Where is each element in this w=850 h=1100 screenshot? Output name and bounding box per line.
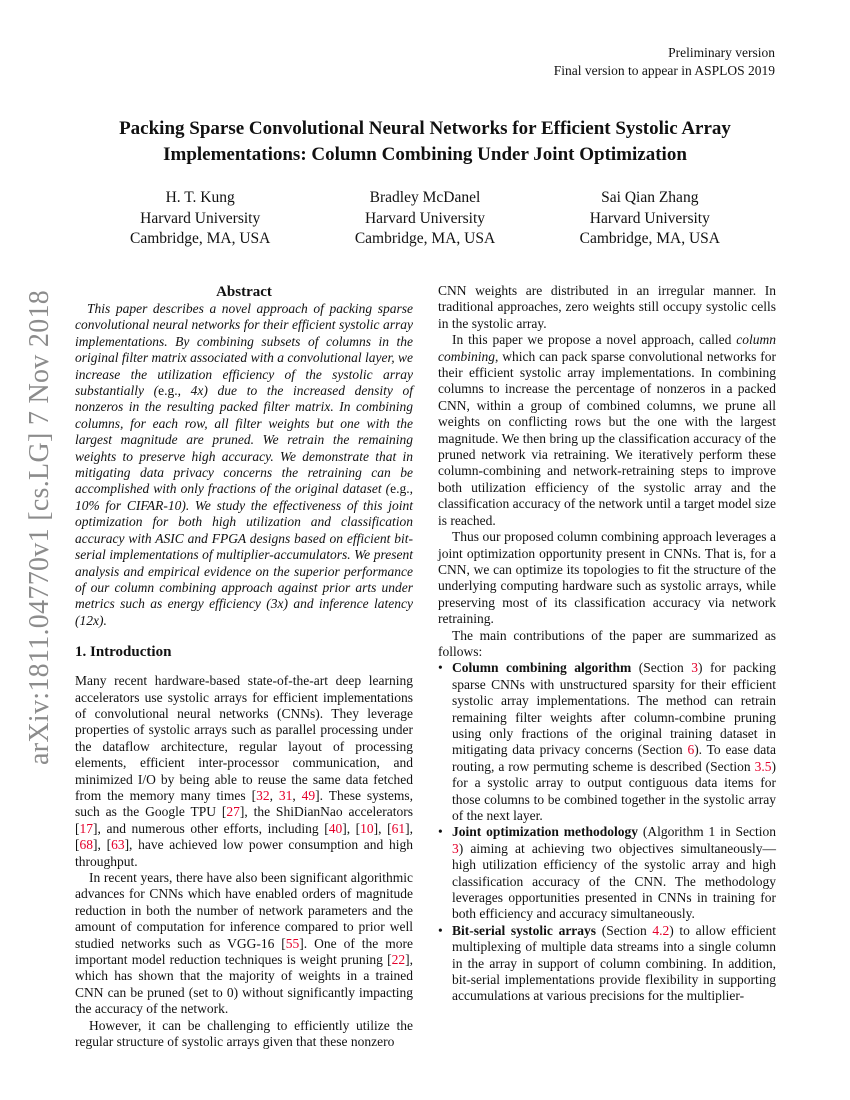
- citation-link[interactable]: 27: [226, 804, 240, 820]
- citation-link[interactable]: 68: [79, 837, 93, 853]
- title-line-2: Implementations: Column Combining Under Joint Optimization: [163, 144, 687, 165]
- author-location: Cambridge, MA, USA: [579, 230, 720, 247]
- author-3: [580, 188, 720, 250]
- section-link[interactable]: 6: [687, 742, 695, 758]
- right-paragraph-2: In this paper we propose a novel approach, called column combining, which can pack sparse convolutional networks for their efficient systolic array implementations. In combining columns to increase the percentage of nonzeros in a packed CNN, within a group of combined columns, we prune all weights on conflicting rows but the one with the largest magnitude. We then bring up the classification accuracy of the pruned network via retraining. We iteratively perform these column-combining and network-retraining steps to improve both utilization efficiency of the systolic array and the classification accuracy of the network until a target model size is reached.: [438, 332, 776, 528]
- notice-line-2: Final version to appear in ASPLOS 2019: [553, 62, 775, 78]
- author-1: [130, 188, 270, 250]
- right-paragraph-1: CNN weights are distributed in an irregular manner. In traditional approaches, zero weights still occupy systolic cells in the systolic array.: [438, 283, 776, 331]
- author-block: [130, 188, 720, 250]
- list-item: • Column combining algorithm (Section 3) for packing sparse CNNs with unstructured sparsity for their efficient systolic array implementations. The method can retrain remaining filter weights after column-combine pruning using only fractions of the original training dataset in mitigating data privacy concerns (Section 6). To ease data routing, a row permuting scheme is described (Section 3.5) for a systolic array to output contiguous data items for those columns to be combined together in the systolic array of the next layer.: [438, 660, 776, 823]
- author-location: Cambridge, MA, USA: [130, 230, 271, 247]
- author-affiliation: Harvard University: [364, 209, 486, 227]
- bullet-icon: •: [438, 824, 443, 840]
- left-column: [75, 283, 413, 1050]
- abstract-heading: Abstract: [216, 284, 272, 300]
- right-paragraph-3: Thus our proposed column combining approach leverages a joint optimization opportunity present in CNNs. That is, for a CNN, we can optimize its topologies to fit the structure of the underlying computing hardware such as systolic arrays, while preserving most of its classification accuracy via network retraining.: [438, 529, 776, 627]
- citation-link[interactable]: 55: [285, 935, 300, 951]
- author-name: Bradley McDanel: [369, 189, 481, 206]
- author-2: [355, 188, 495, 250]
- right-paragraph-4: The main contributions of the paper are summarized as follows:: [438, 627, 776, 659]
- section-link[interactable]: 4.2: [652, 922, 670, 938]
- arxiv-stamp[interactable]: arXiv:1811.04770v1 [cs.LG] 7 Nov 2018: [24, 289, 55, 765]
- publication-notice: [554, 44, 775, 79]
- abstract-text: This paper describes a novel approach of packing sparse convolutional neural networks for their efficient systolic array implementations. By combining subsets of columns in the original filter matrix associated with a convolutional layer, we increase the utilization efficiency of the systolic array substantially (e.g., 4x) due to the increased density of nonzeros in the resulting packed filter matrix. In combining columns, for each row, all filter weights but one with the largest magnitude are pruned. We retrain the remaining weights to preserve high accuracy. We demonstrate that in mitigating data privacy concerns the retraining can be accomplished with only fractions of the original dataset (e.g., 10% for CIFAR-10). We study the effectiveness of this joint optimization for both high utilization and classification accuracy with ASIC and FPGA designs based on efficient bit-serial implementations of multiplier-accumulators. We present analysis and empirical evidence on the superior performance of our column combining approach against prior arts under metrics such as energy efficiency (3x) and inference latency (12x).: [75, 301, 414, 628]
- citation-link[interactable]: 32: [256, 787, 270, 803]
- citation-link[interactable]: 10: [360, 820, 374, 836]
- bullet-icon: •: [438, 922, 443, 938]
- section-link[interactable]: 3.5: [754, 758, 772, 774]
- citation-link[interactable]: 40: [328, 820, 343, 836]
- list-item: • Joint optimization methodology (Algorithm 1 in Section 3) aiming at achieving two objectives simultaneously—high utilization efficiency of the systolic array and high classification accuracy of the CNN. The methodology leverages opportunities presented in CNNs in training for both efficiency and accuracy simultaneously.: [438, 824, 776, 922]
- section-link[interactable]: 3: [452, 840, 459, 856]
- bullet-icon: •: [438, 660, 443, 676]
- right-column: [438, 283, 776, 1005]
- author-location: Cambridge, MA, USA: [354, 230, 496, 247]
- citation-link[interactable]: 17: [79, 820, 93, 836]
- author-affiliation: Harvard University: [140, 209, 261, 227]
- section-link[interactable]: 3: [691, 660, 698, 676]
- paper-title: [60, 116, 790, 168]
- section-heading-introduction: 1. Introduction: [75, 644, 172, 661]
- author-affiliation: Harvard University: [589, 209, 710, 227]
- author-name: Sai Qian Zhang: [601, 189, 699, 206]
- citation-link[interactable]: 63: [111, 837, 125, 853]
- intro-paragraph-2: In recent years, there have also been significant algorithmic advances for CNNs which have enabled orders of magnitude reduction in both the number of network parameters and the amount of computation for inference compared to prior well studied networks such as VGG-16 [55]. One of the more important model reduction techniques is weight pruning [22], which has shown that the majority of weights in a trained CNN can be pruned (set to 0) without significantly impacting the accuracy of the network.: [75, 870, 413, 1017]
- intro-paragraph-1: Many recent hardware-based state-of-the-art deep learning accelerators use systolic arrays for efficient implementations of convolutional neural networks (CNNs). They leverage properties of systolic arrays such as parallel processing under the dataflow architecture, regular layout of processing elements, efficient inter-processor communication, and minimized I/O by being able to reuse the same data fetched from the memory many times [32, 31, 49]. These systems, such as the Google TPU [27], the ShiDianNao accelerators [17], and numerous other efforts, including [40], [10], [61], [68], [63], have achieved low power consumption and high throughput.: [75, 673, 413, 869]
- citation-link[interactable]: 49: [301, 787, 316, 803]
- contributions-list: [438, 660, 776, 1005]
- citation-link[interactable]: 31: [278, 787, 293, 803]
- author-name: H. T. Kung: [165, 189, 235, 206]
- list-item: • Bit-serial systolic arrays (Section 4.2) to allow efficient multiplexing of multiple data streams into a single column in the array in support of column combining. In addition, bit-serial implementations provide flexibility in supporting accumulations at various precisions for the multiplier-: [438, 922, 776, 1004]
- notice-line-1: Preliminary version: [668, 45, 775, 60]
- citation-link[interactable]: 22: [391, 952, 406, 968]
- title-line-1: Packing Sparse Convolutional Neural Networks for Efficient Systolic Array: [119, 118, 731, 139]
- intro-paragraph-3: However, it can be challenging to efficiently utilize the regular structure of systolic arrays given that these nonzero: [75, 1017, 413, 1050]
- citation-link[interactable]: 61: [391, 820, 406, 836]
